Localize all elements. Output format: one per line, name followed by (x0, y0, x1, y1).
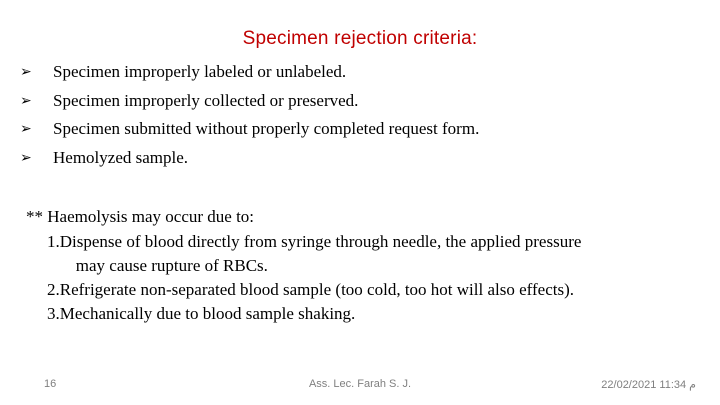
bullet-text: Specimen improperly labeled or unlabeled. (53, 62, 347, 82)
list-item (47, 230, 688, 278)
item-text: Refrigerate non-separated blood sample (too cold, too hot will also effects). (59, 280, 574, 299)
note-heading: ** Haemolysis may occur due to: (26, 207, 255, 226)
item-number: 2. (47, 280, 60, 299)
rejection-criteria-list (20, 58, 479, 172)
item-text (60, 230, 688, 278)
bullet-text: Hemolyzed sample. (53, 147, 189, 167)
haemolysis-causes-list (26, 230, 688, 326)
item-text-line1: Dispense of blood directly from syringe through needle, the applied pressure (59, 232, 582, 251)
item-number: 3. (47, 304, 60, 323)
arrowhead-bullet-icon: ➢ (20, 64, 32, 81)
list-item (20, 58, 479, 87)
bullet-text: Specimen improperly collected or preserved. (53, 90, 359, 110)
list-item (20, 144, 479, 173)
arrowhead-bullet-icon: ➢ (20, 149, 32, 166)
list-item (20, 115, 479, 144)
slide-title: Specimen rejection criteria: (242, 28, 478, 49)
arrowhead-bullet-icon: ➢ (20, 92, 32, 109)
footer-author: Ass. Lec. Farah S. J. (308, 378, 412, 390)
list-item (20, 87, 479, 116)
item-text: Mechanically due to blood sample shaking. (59, 304, 356, 323)
list-item (47, 278, 688, 302)
list-item (47, 302, 688, 326)
haemolysis-note (26, 204, 688, 326)
item-number: 1. (47, 232, 60, 251)
footer-datetime: م 11:34 22/02/2021 (601, 379, 696, 391)
item-text-line2: may cause rupture of RBCs. (75, 256, 268, 275)
arrowhead-bullet-icon: ➢ (20, 121, 32, 138)
page-number: 16 (44, 378, 57, 390)
bullet-text: Specimen submitted without properly completed request form. (53, 119, 480, 139)
